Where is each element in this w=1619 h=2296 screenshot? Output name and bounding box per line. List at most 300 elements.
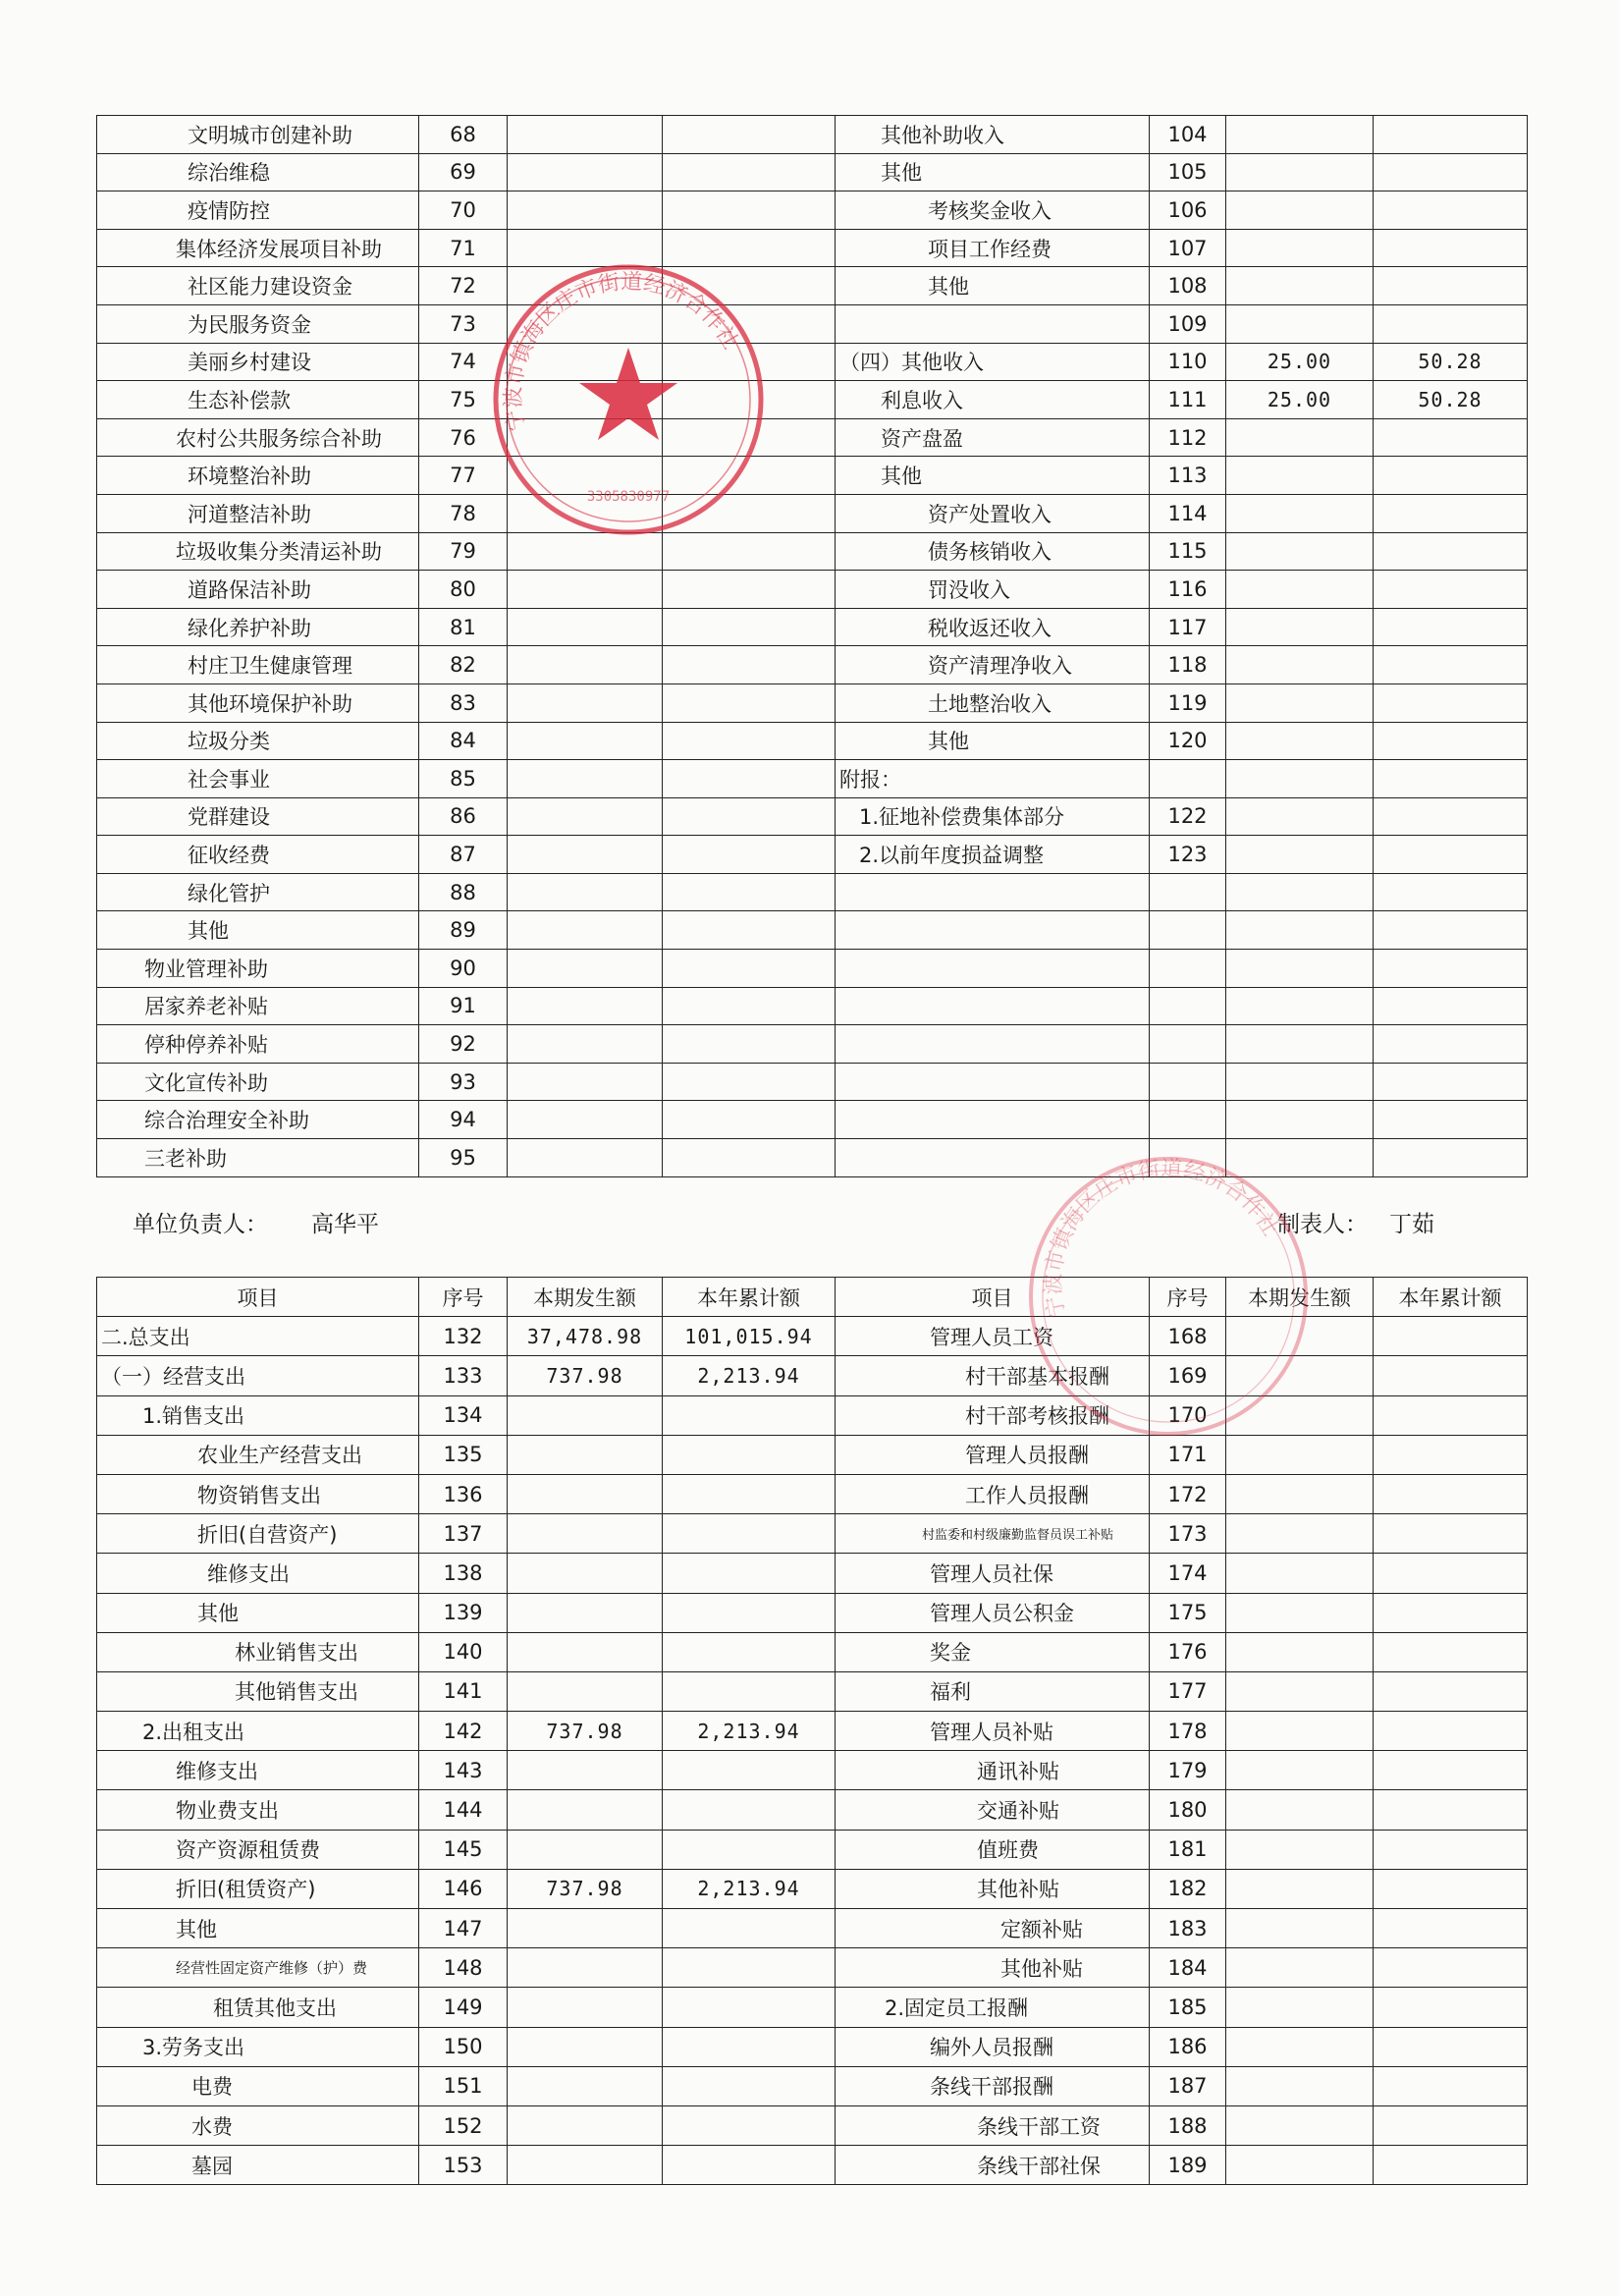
table-row bbox=[97, 494, 1528, 532]
item-label: （一）经营支出 bbox=[97, 1356, 419, 1395]
item-label: 资产资源租赁费 bbox=[97, 1830, 419, 1869]
ytd-amount bbox=[663, 153, 836, 191]
current-amount bbox=[508, 873, 663, 911]
item-label: 附报： bbox=[836, 760, 1150, 798]
current-amount bbox=[508, 1139, 663, 1177]
table-row bbox=[97, 1671, 1528, 1711]
ytd-amount bbox=[1374, 1671, 1528, 1711]
ytd-amount bbox=[663, 1830, 836, 1869]
ytd-amount bbox=[663, 1948, 836, 1988]
current-amount: 25.00 bbox=[1226, 381, 1374, 419]
row-number: 132 bbox=[419, 1317, 508, 1356]
item-label: 管理人员工资 bbox=[836, 1317, 1150, 1356]
current-amount bbox=[508, 1474, 663, 1513]
income-table-continued bbox=[96, 115, 1528, 1177]
current-amount bbox=[508, 191, 663, 230]
current-amount bbox=[508, 381, 663, 419]
row-number: 75 bbox=[419, 381, 508, 419]
current-amount bbox=[508, 911, 663, 950]
row-number: 105 bbox=[1150, 153, 1226, 191]
row-number: 169 bbox=[1150, 1356, 1226, 1395]
current-amount bbox=[1226, 1790, 1374, 1830]
current-amount bbox=[1226, 836, 1374, 874]
row-number: 135 bbox=[419, 1435, 508, 1474]
item-label bbox=[836, 304, 1150, 343]
item-label: 居家养老补贴 bbox=[97, 987, 419, 1025]
table-row bbox=[97, 381, 1528, 419]
ytd-amount bbox=[1374, 191, 1528, 230]
table-row bbox=[97, 571, 1528, 609]
column-header: 项目 bbox=[97, 1278, 419, 1317]
item-label: 绿化养护补助 bbox=[97, 608, 419, 646]
ytd-amount bbox=[663, 1435, 836, 1474]
row-number: 94 bbox=[419, 1101, 508, 1139]
table-row bbox=[97, 911, 1528, 950]
item-label: 考核奖金收入 bbox=[836, 191, 1150, 230]
row-number: 83 bbox=[419, 683, 508, 722]
row-number: 123 bbox=[1150, 836, 1226, 874]
item-label: 物业费支出 bbox=[97, 1790, 419, 1830]
row-number: 92 bbox=[419, 1025, 508, 1064]
row-number: 179 bbox=[1150, 1751, 1226, 1790]
row-number: 71 bbox=[419, 229, 508, 267]
item-label: 其他补贴 bbox=[836, 1869, 1150, 1908]
item-label: 条线干部报酬 bbox=[836, 2066, 1150, 2105]
item-label: 3.劳务支出 bbox=[97, 2027, 419, 2066]
item-label: 征收经费 bbox=[97, 836, 419, 874]
row-number: 118 bbox=[1150, 646, 1226, 684]
current-amount bbox=[508, 1830, 663, 1869]
table-row bbox=[97, 608, 1528, 646]
current-amount bbox=[1226, 229, 1374, 267]
row-number: 146 bbox=[419, 1869, 508, 1908]
item-label: 资产盘盈 bbox=[836, 418, 1150, 457]
table-row bbox=[97, 532, 1528, 571]
item-label: 绿化管护 bbox=[97, 873, 419, 911]
item-label: 定额补贴 bbox=[836, 1909, 1150, 1948]
table-row bbox=[97, 116, 1528, 154]
current-amount bbox=[1226, 683, 1374, 722]
item-label: 垃圾分类 bbox=[97, 722, 419, 760]
row-number: 89 bbox=[419, 911, 508, 950]
current-amount bbox=[1226, 1395, 1374, 1435]
item-label: 文化宣传补助 bbox=[97, 1063, 419, 1101]
item-label: 电费 bbox=[97, 2066, 419, 2105]
ytd-amount bbox=[1374, 722, 1528, 760]
current-amount bbox=[508, 532, 663, 571]
item-label bbox=[836, 1139, 1150, 1177]
ytd-amount bbox=[1374, 116, 1528, 154]
current-amount bbox=[1226, 1712, 1374, 1751]
row-number: 91 bbox=[419, 987, 508, 1025]
ytd-amount bbox=[663, 343, 836, 381]
item-label: 维修支出 bbox=[97, 1554, 419, 1593]
table-row bbox=[97, 1395, 1528, 1435]
item-label: 集体经济发展项目补助 bbox=[97, 229, 419, 267]
ytd-amount bbox=[663, 381, 836, 419]
row-number: 106 bbox=[1150, 191, 1226, 230]
current-amount bbox=[1226, 116, 1374, 154]
preparer-name: 丁茹 bbox=[1389, 1212, 1434, 1237]
row-number: 84 bbox=[419, 722, 508, 760]
item-label: 2.以前年度损益调整 bbox=[836, 836, 1150, 874]
item-label: 维修支出 bbox=[97, 1751, 419, 1790]
ytd-amount bbox=[1374, 457, 1528, 495]
ytd-amount bbox=[1374, 1317, 1528, 1356]
item-label: 综治维稳 bbox=[97, 153, 419, 191]
row-number: 182 bbox=[1150, 1869, 1226, 1908]
unit-head-label: 单位负责人： bbox=[133, 1212, 268, 1237]
item-label: 垃圾收集分类清运补助 bbox=[97, 532, 419, 571]
item-label: 项目工作经费 bbox=[836, 229, 1150, 267]
ytd-amount bbox=[663, 494, 836, 532]
current-amount bbox=[1226, 1554, 1374, 1593]
item-label: 税收返还收入 bbox=[836, 608, 1150, 646]
current-amount bbox=[1226, 532, 1374, 571]
current-amount bbox=[1226, 153, 1374, 191]
current-amount bbox=[508, 267, 663, 305]
table-row bbox=[97, 2105, 1528, 2145]
row-number: 80 bbox=[419, 571, 508, 609]
ytd-amount bbox=[1374, 1356, 1528, 1395]
ytd-amount bbox=[1374, 1948, 1528, 1988]
item-label bbox=[836, 950, 1150, 988]
ytd-amount bbox=[663, 1909, 836, 1948]
item-label: 水费 bbox=[97, 2105, 419, 2145]
ytd-amount bbox=[1374, 1435, 1528, 1474]
current-amount bbox=[508, 2105, 663, 2145]
ytd-amount bbox=[1374, 1830, 1528, 1869]
ytd-amount bbox=[1374, 797, 1528, 836]
table-row bbox=[97, 760, 1528, 798]
item-label: 管理人员补贴 bbox=[836, 1712, 1150, 1751]
ytd-amount bbox=[663, 797, 836, 836]
table-row bbox=[97, 1593, 1528, 1632]
table-row bbox=[97, 1063, 1528, 1101]
ytd-amount bbox=[663, 873, 836, 911]
item-label: 其他环境保护补助 bbox=[97, 683, 419, 722]
ytd-amount bbox=[1374, 1554, 1528, 1593]
ytd-amount bbox=[1374, 532, 1528, 571]
ytd-amount bbox=[1374, 1474, 1528, 1513]
item-label: 党群建设 bbox=[97, 797, 419, 836]
current-amount bbox=[508, 1554, 663, 1593]
item-label: 其他 bbox=[97, 1909, 419, 1948]
item-label: 其他 bbox=[836, 153, 1150, 191]
row-number bbox=[1150, 1101, 1226, 1139]
row-number: 175 bbox=[1150, 1593, 1226, 1632]
current-amount bbox=[508, 1435, 663, 1474]
table-row bbox=[97, 267, 1528, 305]
ytd-amount bbox=[1374, 1712, 1528, 1751]
item-label: 2.出租支出 bbox=[97, 1712, 419, 1751]
ytd-amount bbox=[663, 2105, 836, 2145]
current-amount bbox=[508, 608, 663, 646]
item-label: 生态补偿款 bbox=[97, 381, 419, 419]
row-number bbox=[1150, 987, 1226, 1025]
current-amount bbox=[1226, 950, 1374, 988]
table-row bbox=[97, 304, 1528, 343]
ytd-amount bbox=[1374, 2146, 1528, 2185]
item-label bbox=[836, 911, 1150, 950]
item-label: 资产清理净收入 bbox=[836, 646, 1150, 684]
ytd-amount bbox=[1374, 1025, 1528, 1064]
row-number: 70 bbox=[419, 191, 508, 230]
ytd-amount: 2,213.94 bbox=[663, 1356, 836, 1395]
table-row bbox=[97, 1988, 1528, 2027]
item-label: 租赁其他支出 bbox=[97, 1988, 419, 2027]
current-amount bbox=[508, 418, 663, 457]
current-amount: 737.98 bbox=[508, 1869, 663, 1908]
ytd-amount: 50.28 bbox=[1374, 343, 1528, 381]
ytd-amount bbox=[1374, 911, 1528, 950]
row-number: 137 bbox=[419, 1514, 508, 1554]
item-label: 其他 bbox=[97, 911, 419, 950]
ytd-amount bbox=[663, 1139, 836, 1177]
row-number: 72 bbox=[419, 267, 508, 305]
row-number: 180 bbox=[1150, 1790, 1226, 1830]
current-amount bbox=[1226, 1063, 1374, 1101]
current-amount bbox=[1226, 873, 1374, 911]
current-amount bbox=[1226, 1632, 1374, 1671]
column-header: 本年累计额 bbox=[663, 1278, 836, 1317]
current-amount bbox=[1226, 1593, 1374, 1632]
current-amount bbox=[1226, 2105, 1374, 2145]
ytd-amount: 101,015.94 bbox=[663, 1317, 836, 1356]
ytd-amount bbox=[663, 2027, 836, 2066]
row-number: 177 bbox=[1150, 1671, 1226, 1711]
row-number: 151 bbox=[419, 2066, 508, 2105]
table-row bbox=[97, 229, 1528, 267]
row-number: 138 bbox=[419, 1554, 508, 1593]
current-amount bbox=[1226, 1025, 1374, 1064]
ytd-amount bbox=[1374, 683, 1528, 722]
current-amount bbox=[1226, 1751, 1374, 1790]
row-number: 176 bbox=[1150, 1632, 1226, 1671]
ytd-amount bbox=[1374, 494, 1528, 532]
current-amount bbox=[508, 2027, 663, 2066]
current-amount bbox=[1226, 1514, 1374, 1554]
item-label: 1.征地补偿费集体部分 bbox=[836, 797, 1150, 836]
item-label: 通讯补贴 bbox=[836, 1751, 1150, 1790]
current-amount: 25.00 bbox=[1226, 343, 1374, 381]
row-number: 116 bbox=[1150, 571, 1226, 609]
row-number: 143 bbox=[419, 1751, 508, 1790]
row-number: 188 bbox=[1150, 2105, 1226, 2145]
row-number: 88 bbox=[419, 873, 508, 911]
table-row bbox=[97, 1317, 1528, 1356]
row-number: 73 bbox=[419, 304, 508, 343]
current-amount bbox=[508, 1988, 663, 2027]
item-label: 2.固定员工报酬 bbox=[836, 1988, 1150, 2027]
row-number: 181 bbox=[1150, 1830, 1226, 1869]
seal-digits: 3305830977 bbox=[586, 489, 671, 505]
ytd-amount bbox=[1374, 1514, 1528, 1554]
row-number: 149 bbox=[419, 1988, 508, 2027]
current-amount bbox=[508, 1909, 663, 1948]
item-label: 村监委和村级廉勤监督员误工补贴 bbox=[836, 1514, 1150, 1554]
ytd-amount bbox=[663, 1025, 836, 1064]
current-amount bbox=[1226, 797, 1374, 836]
row-number: 136 bbox=[419, 1474, 508, 1513]
row-number: 74 bbox=[419, 343, 508, 381]
table-row bbox=[97, 1025, 1528, 1064]
row-number: 170 bbox=[1150, 1395, 1226, 1435]
table-row bbox=[97, 2066, 1528, 2105]
item-label: 环境整治补助 bbox=[97, 457, 419, 495]
current-amount bbox=[508, 950, 663, 988]
ytd-amount bbox=[663, 1632, 836, 1671]
item-label: 工作人员报酬 bbox=[836, 1474, 1150, 1513]
item-label: 美丽乡村建设 bbox=[97, 343, 419, 381]
row-number: 113 bbox=[1150, 457, 1226, 495]
ytd-amount bbox=[1374, 1751, 1528, 1790]
ytd-amount bbox=[663, 418, 836, 457]
ytd-amount bbox=[663, 1554, 836, 1593]
item-label: 村干部考核报酬 bbox=[836, 1395, 1150, 1435]
item-label: 物资销售支出 bbox=[97, 1474, 419, 1513]
ytd-amount bbox=[663, 911, 836, 950]
current-amount bbox=[508, 116, 663, 154]
current-amount bbox=[1226, 1671, 1374, 1711]
current-amount bbox=[1226, 1869, 1374, 1908]
current-amount bbox=[1226, 571, 1374, 609]
current-amount: 37,478.98 bbox=[508, 1317, 663, 1356]
current-amount bbox=[508, 1632, 663, 1671]
ytd-amount bbox=[1374, 1063, 1528, 1101]
ytd-amount bbox=[663, 1751, 836, 1790]
row-number: 112 bbox=[1150, 418, 1226, 457]
item-label: 物业管理补助 bbox=[97, 950, 419, 988]
current-amount bbox=[508, 1025, 663, 1064]
row-number bbox=[1150, 760, 1226, 798]
ytd-amount bbox=[1374, 1909, 1528, 1948]
current-amount bbox=[508, 760, 663, 798]
item-label: 综合治理安全补助 bbox=[97, 1101, 419, 1139]
item-label: 农村公共服务综合补助 bbox=[97, 418, 419, 457]
ytd-amount bbox=[1374, 304, 1528, 343]
item-label: 社区能力建设资金 bbox=[97, 267, 419, 305]
ytd-amount bbox=[663, 1474, 836, 1513]
current-amount bbox=[1226, 646, 1374, 684]
item-label: 管理人员社保 bbox=[836, 1554, 1150, 1593]
row-number: 133 bbox=[419, 1356, 508, 1395]
row-number: 109 bbox=[1150, 304, 1226, 343]
current-amount bbox=[508, 304, 663, 343]
item-label: 墓园 bbox=[97, 2146, 419, 2185]
current-amount bbox=[508, 571, 663, 609]
current-amount bbox=[1226, 1139, 1374, 1177]
row-number: 104 bbox=[1150, 116, 1226, 154]
row-number bbox=[1150, 911, 1226, 950]
ytd-amount bbox=[1374, 1101, 1528, 1139]
ytd-amount bbox=[1374, 267, 1528, 305]
row-number: 147 bbox=[419, 1909, 508, 1948]
item-label: 其他 bbox=[836, 457, 1150, 495]
row-number: 183 bbox=[1150, 1909, 1226, 1948]
item-label: 村干部基本报酬 bbox=[836, 1356, 1150, 1395]
table-row bbox=[97, 1101, 1528, 1139]
row-number: 148 bbox=[419, 1948, 508, 1988]
ytd-amount bbox=[1374, 987, 1528, 1025]
row-number bbox=[1150, 1139, 1226, 1177]
ytd-amount bbox=[663, 267, 836, 305]
ytd-amount bbox=[663, 304, 836, 343]
current-amount bbox=[1226, 1317, 1374, 1356]
table-row bbox=[97, 343, 1528, 381]
row-number: 186 bbox=[1150, 2027, 1226, 2066]
current-amount bbox=[1226, 304, 1374, 343]
current-amount bbox=[508, 987, 663, 1025]
table-row bbox=[97, 191, 1528, 230]
item-label: 管理人员报酬 bbox=[836, 1435, 1150, 1474]
ytd-amount bbox=[663, 457, 836, 495]
table-row bbox=[97, 153, 1528, 191]
item-label: 条线干部工资 bbox=[836, 2105, 1150, 2145]
item-label: 其他 bbox=[836, 722, 1150, 760]
item-label: （四）其他收入 bbox=[836, 343, 1150, 381]
ytd-amount bbox=[1374, 2105, 1528, 2145]
ytd-amount bbox=[663, 532, 836, 571]
ytd-amount bbox=[1374, 1593, 1528, 1632]
ytd-amount bbox=[1374, 836, 1528, 874]
ytd-amount bbox=[663, 1593, 836, 1632]
ytd-amount bbox=[663, 116, 836, 154]
item-label: 交通补贴 bbox=[836, 1790, 1150, 1830]
current-amount bbox=[1226, 1356, 1374, 1395]
unit-head-name: 高华平 bbox=[311, 1212, 379, 1237]
row-number: 150 bbox=[419, 2027, 508, 2066]
ytd-amount bbox=[1374, 1869, 1528, 1908]
ytd-amount: 50.28 bbox=[1374, 381, 1528, 419]
row-number: 114 bbox=[1150, 494, 1226, 532]
row-number bbox=[1150, 950, 1226, 988]
ytd-amount bbox=[1374, 1790, 1528, 1830]
row-number: 119 bbox=[1150, 683, 1226, 722]
item-label: 道路保洁补助 bbox=[97, 571, 419, 609]
current-amount bbox=[1226, 191, 1374, 230]
current-amount bbox=[1226, 2066, 1374, 2105]
row-number: 152 bbox=[419, 2105, 508, 2145]
table-row bbox=[97, 1514, 1528, 1554]
row-number: 68 bbox=[419, 116, 508, 154]
item-label: 土地整治收入 bbox=[836, 683, 1150, 722]
current-amount: 737.98 bbox=[508, 1712, 663, 1751]
row-number: 69 bbox=[419, 153, 508, 191]
row-number: 120 bbox=[1150, 722, 1226, 760]
ytd-amount bbox=[1374, 1395, 1528, 1435]
table-row bbox=[97, 1909, 1528, 1948]
row-number: 172 bbox=[1150, 1474, 1226, 1513]
current-amount bbox=[1226, 267, 1374, 305]
ytd-amount bbox=[663, 1395, 836, 1435]
ytd-amount bbox=[663, 571, 836, 609]
table-row bbox=[97, 1435, 1528, 1474]
current-amount bbox=[1226, 1948, 1374, 1988]
table-row bbox=[97, 873, 1528, 911]
item-label: 其他补贴 bbox=[836, 1948, 1150, 1988]
ytd-amount bbox=[663, 987, 836, 1025]
row-number: 168 bbox=[1150, 1317, 1226, 1356]
item-label: 经营性固定资产维修（护）费 bbox=[97, 1948, 419, 1988]
row-number: 187 bbox=[1150, 2066, 1226, 2105]
row-number: 122 bbox=[1150, 797, 1226, 836]
current-amount bbox=[508, 1593, 663, 1632]
current-amount bbox=[1226, 2146, 1374, 2185]
ytd-amount bbox=[1374, 1988, 1528, 2027]
ytd-amount bbox=[663, 950, 836, 988]
ytd-amount bbox=[663, 1988, 836, 2027]
